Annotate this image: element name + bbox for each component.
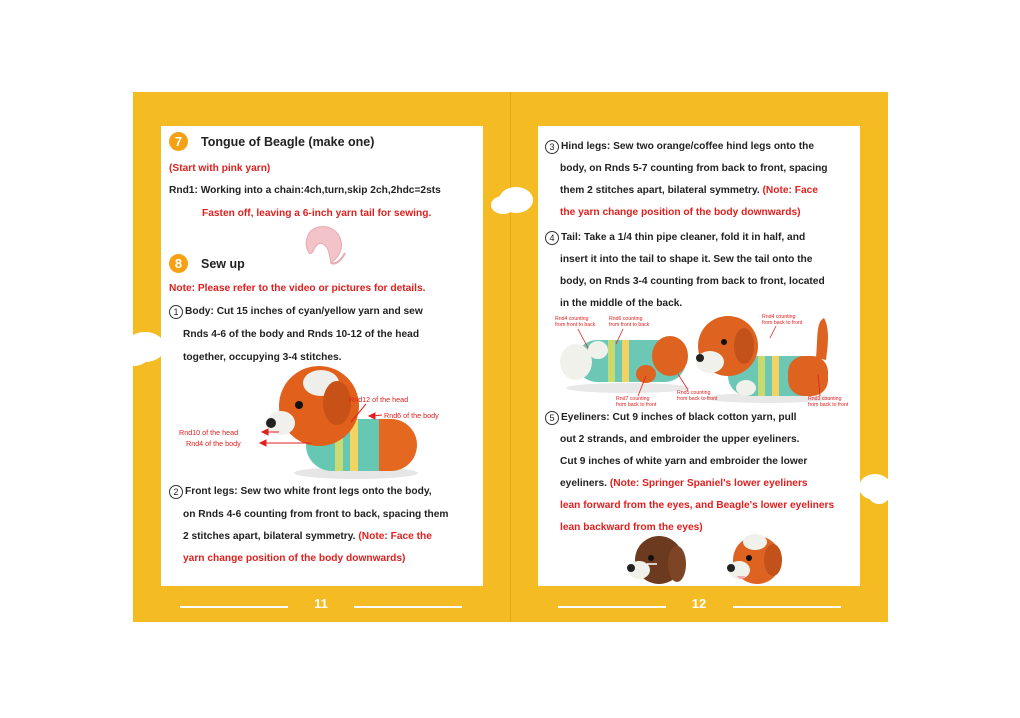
tail-line-3: body, on Rnds 3-4 counting from back to front, located [560,276,825,287]
step-number-1-icon: 1 [169,305,183,319]
cloud-decoration [119,344,149,366]
step-number-2-icon: 2 [169,485,183,499]
photo-label-f: Rnd3 counting from back to front [808,396,849,408]
eyeliner-line-2: out 2 strands, and embroider the upper eyeliners. [560,434,800,445]
photo-label-c: Rnd7 counting from back to front [616,396,657,408]
page-number: 12 [691,596,707,611]
step8-badge: 8 [169,254,188,273]
hind-line-4: the yarn change position of the body downwards) [560,207,801,218]
hind-line-1: 3 Hind legs: Sew two orange/coffee hind legs onto the [545,140,814,154]
springer-spaniel-face-photo [625,534,685,584]
footer-line [354,606,462,608]
body-line-3: together, occupying 3-4 stitches. [183,352,342,363]
step7-title: Tongue of Beagle (make one) [201,135,375,149]
booklet-spread [133,92,888,622]
tail-line-1: 4 Tail: Take a 1/4 thin pipe cleaner, fold it in half, and [545,231,805,245]
hind-line-3: them 2 stitches apart, bilateral symmetry. (Note: Face [560,185,819,196]
step7-badge: 7 [169,132,188,151]
eyeliner-line-5: lean forward from the eyes, and Beagle's lower eyeliners [560,500,835,511]
step8-title: Sew up [201,257,245,271]
label-rnd6-body: Rnd6 of the body [384,411,439,420]
right-page [511,92,888,622]
step7-start-note: (Start with pink yarn) [169,163,271,174]
photo-annotation-arrows [538,126,860,586]
front-line-4: yarn change position of the body downwards) [183,553,406,564]
step-number-5-icon: 5 [545,411,559,425]
body-line-1: 1 Body: Cut 15 inches of cyan/yellow yarn and sew [169,305,423,319]
hind-line-2: body, on Rnds 5-7 counting from back to front, spacing [560,163,828,174]
label-rnd12-head: Rnd12 of the head [349,395,409,404]
step7-rnd1: Rnd1: Working into a chain:4ch,turn,skip 2ch,2hdc=2sts [169,185,441,196]
beagle-face-photo [725,532,785,584]
step-number-4-icon: 4 [545,231,559,245]
footer-line [180,606,288,608]
cloud-decoration [491,196,515,214]
photo-label-d: Rnd5 counting from back to front [677,390,718,402]
footer-line [558,606,666,608]
footer-line [733,606,841,608]
right-content-panel [538,126,860,586]
front-line-2: on Rnds 4-6 counting from front to back, spacing them [183,509,449,520]
front-line-3: 2 stitches apart, bilateral symmetry. (Note: Face the [183,531,432,542]
eyeliner-line-3: Cut 9 inches of white yarn and embroider the lower [560,456,808,467]
tail-line-4: in the middle of the back. [560,298,683,309]
photo-label-b: Rnd6 counting from front to back [609,316,650,328]
eyeliner-line-6: lean backward from the eyes) [560,522,703,533]
body-line-2: Rnds 4-6 of the body and Rnds 10-12 of the head [183,329,420,340]
eyeliner-line-1: 5 Eyeliners: Cut 9 inches of black cotton yarn, pull [545,411,797,425]
front-line-1: 2 Front legs: Sew two white front legs onto the body, [169,485,432,499]
label-rnd4-body: Rnd4 of the body [186,439,241,448]
cloud-decoration [869,488,889,504]
step8-note: Note: Please refer to the video or pictures for details. [169,283,426,294]
left-page [133,92,510,622]
page-number: 11 [314,596,328,611]
photo-label-e: Rnd4 counting from back to front [762,314,803,326]
step-number-3-icon: 3 [545,140,559,154]
label-rnd10-head: Rnd10 of the head [179,428,239,437]
left-content-panel [161,126,483,586]
eyeliner-line-4: eyeliners. (Note: Springer Spaniel's lower eyeliners [560,478,808,489]
photo-label-a: Rnd4 counting from front to back [555,316,596,328]
step7-fasten-note: Fasten off, leaving a 6-inch yarn tail for sewing. [202,208,432,219]
tail-line-2: insert it into the tail to shape it. Sew the tail onto the [560,254,813,265]
